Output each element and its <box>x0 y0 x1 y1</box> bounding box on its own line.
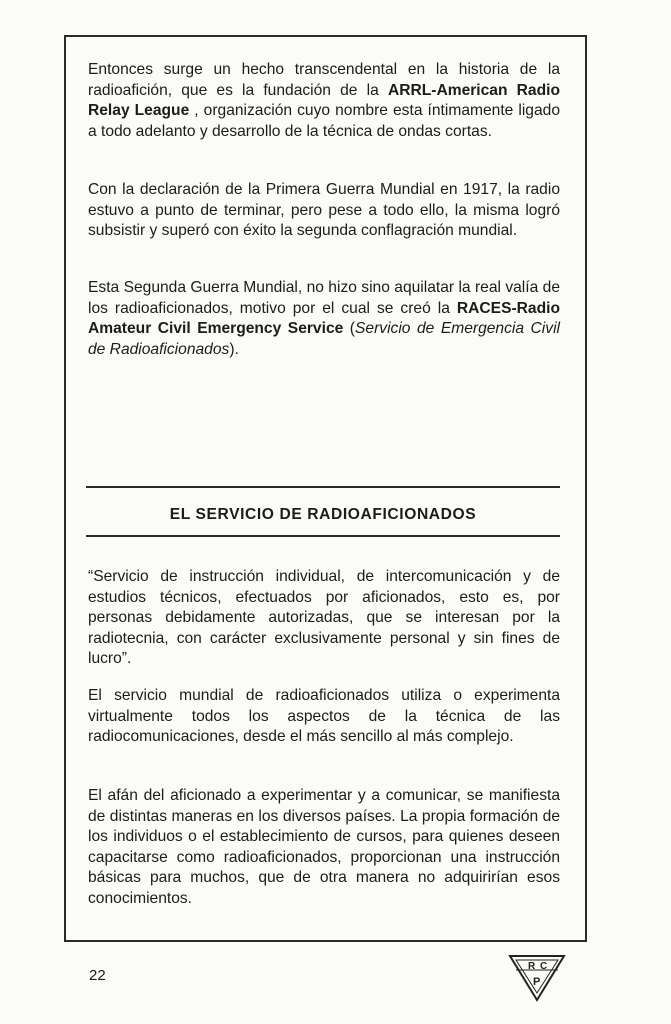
races-name: RACES-Radio Amateur Civil Emergency Service <box>88 299 560 337</box>
section-heading: EL SERVICIO DE RADIOAFICIONADOS <box>169 506 477 523</box>
paragraph-first-world-war: Con la declaración de la Primera Guerra Mundial en 1917, la radio estuvo a punto de terminar, pero pese a todo ello, la misma logró subsistir y superó con éxito la segunda conflagración mundial. <box>88 181 560 239</box>
races-translation: Servicio de Emergencia Civil de Radioaficionados <box>88 320 560 358</box>
paragraph-worldwide-service: El servicio mundial de radioaficionados utiliza o experimenta virtualmente todos los aspectos de la técnica de las radiocomunicaciones, desde el más sencillo al más complejo. <box>88 687 560 745</box>
page-number: 22 <box>89 967 106 984</box>
logo-letter-r: R <box>528 961 536 972</box>
arrl-name: ARRL-American Radio Relay League <box>88 81 560 119</box>
paragraph-races <box>88 278 560 360</box>
logo-letter-p: P <box>533 976 541 988</box>
section-rule-top <box>86 486 560 488</box>
paragraph-text: ). <box>229 340 239 358</box>
paragraph-definition: “Servicio de instrucción individual, de intercomunicación y de estudios técnicos, efectuados por aficionados, esto es, por personas debidamente autorizadas, que se interesan por la radiotecnia, con carácter exclusivamente personal y sin fines de lucro”. <box>88 568 560 667</box>
logo-letter-c: C <box>540 961 548 972</box>
paragraph-text: Esta Segunda Guerra Mundial, no hizo sino aquilatar la real valía de los radioaficionados, motivo por el cual se creó la <box>88 279 560 317</box>
paragraph-text: , organización cuyo nombre esta íntimamente ligado a todo adelanto y desarrollo de la técnica de ondas cortas. <box>88 102 560 140</box>
paragraph-text: Entonces surge un hecho transcendental en la historia de la radioafición, que es la fundación de la <box>88 61 560 99</box>
section-rule-bottom <box>86 535 560 537</box>
rcp-triangle-logo-icon <box>508 952 566 1002</box>
paragraph-text: ( <box>343 320 355 337</box>
paragraph-arrl <box>88 60 560 142</box>
paragraph-experimentation: El afán del aficionado a experimentar y a comunicar, se manifiesta de distintas maneras en los diversos países. La propia formación de los individuos o el establecimiento de cursos, para quienes deseen capacitarse como radioaficionados, proporcionan una instrucción básicas para muchos, que de otra manera no adquirirían esos conocimientos. <box>88 787 560 907</box>
